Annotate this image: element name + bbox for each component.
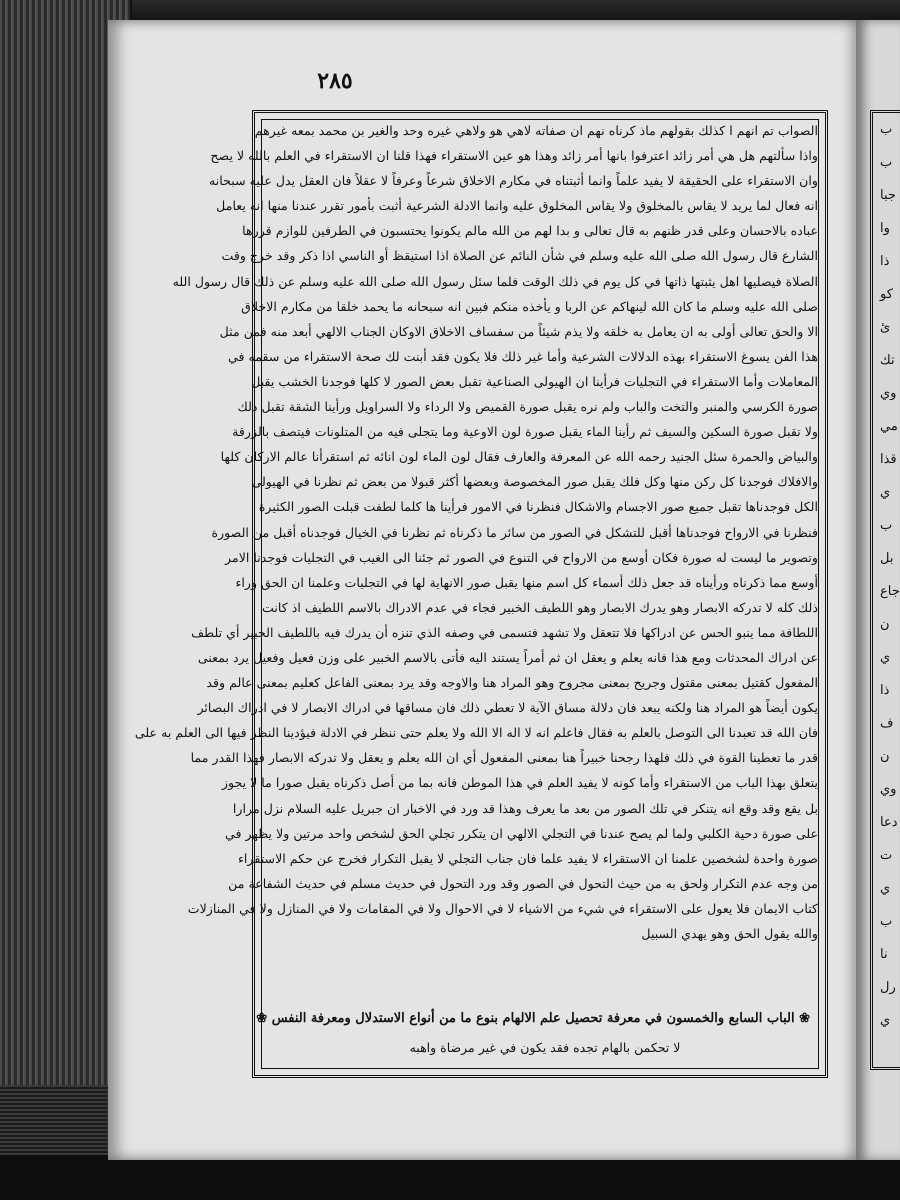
text-line: بل يقع وقد وقع انه يتنكر في تلك الصور من بعد ما يعرف وهذا قد ورد في الاخبار ان جبريل عليه السلام نزل مرارا (232, 800, 818, 816)
text-line: والبياض والحمرة سئل الجنيد رحمه الله عن المعرفة والعارف فقال لون الماء لون انائه ثم استقرأنا عالم الاركان كلها (220, 449, 818, 465)
text-line: عباده بالاحسان وعلى قدر ظنهم به قال تعالى و بدا لهم من الله مالم يكونوا يحتسبون في الطرفين للوازم قررها (242, 223, 818, 239)
facing-page-fragment: كو (880, 287, 893, 302)
facing-page-fragment: نا (880, 947, 888, 962)
text-line: على صورة دحية الكلبي ولما لم يصح عندنا في التجلي الالهي ان يتكرر تجلي الحق لشخص واحد مرتين ولا يظهر في (224, 825, 818, 841)
text-line: انه فعال لما يريد لا يقاس بالمخلوق ولا يقاس المخلوق عليه وانما الادلة الشرعية أثبت بأمور تقرر عندنا منها انه يعامل (216, 198, 818, 214)
facing-page-fragment: ي (880, 650, 891, 665)
facing-page-fragment: بل (880, 551, 894, 566)
facing-page-fragment: ن (880, 749, 890, 764)
text-line: الكل فوجدناها تقبل جميع صور الاجسام والاشكال فنظرنا في الامور فرأينا ها كلما لطفت قبلت الصور الكثيرة (258, 499, 818, 515)
text-line: من وجه عدم التكرار ولحق به من حيث التحول في الصور وقد ورد التحول في حديث مسلم في حديث الشفاعة من (228, 875, 818, 891)
facing-page-fragment: رل (880, 980, 896, 995)
body-text (134, 118, 818, 946)
facing-page-fragment: ي (880, 485, 891, 500)
text-line: ولا تقبل صورة السكين والسيف ثم رأينا الماء يقبل صورة لون الاوعية وما يتجلى فيه من المتلونات فيتصف بالزرقة (232, 424, 818, 440)
text-line: المفعول كقتيل بمعنى مقتول وجريح بمعنى مجروح وهو المراد هنا والاوجه وقد يرد بمعنى الفاعل كعليم بمعنى عالم وقد (206, 675, 818, 691)
text-line: هذا الفن يسوغ الاستقراء بهذه الدلالات الشرعية وأما غير ذلك فلا يكون فقد أبنت لك صحة الاستقراء من سقمه في (228, 348, 818, 364)
book-top-edge (20, 0, 900, 22)
text-line: الصلاة فيصليها اهل يثبتها ذاتها في كل يوم في ذلك الوقت فلما سئل رسول الله صلى الله عليه وسلم عن ذلك قال رسول الله (172, 273, 818, 289)
facing-page-fragment: جبا (880, 188, 896, 203)
facing-page-fragment: ن (880, 617, 890, 632)
facing-page-fragment: ف (880, 716, 894, 731)
facing-page-fragment: ي (880, 881, 891, 896)
facing-page-fragment: تك (880, 353, 895, 368)
facing-page-fragment: ب (880, 122, 893, 137)
text-line: صلى الله عليه وسلم ما كان الله لينهاكم عن الربا و يأخذه منكم فبين انه سبحانه ما يحمد خلقا من مكارم الاخلاق (241, 298, 818, 314)
text-line: الصواب تم انهم ا كذلك بقولهم ماذ كرناه نهم ان صفاته لاهي هو ولاهي غيره وحد والغير بن محمد بمعه غيرهم (254, 123, 818, 138)
facing-page-fragment: وي (880, 386, 897, 401)
text-line: المعاملات وأما الاستقراء في التجليات فرأينا ان الهيولى الصناعية تقبل بعض الصور لا كلها فوجدنا الخشب يقبل (251, 373, 818, 389)
text-line: يتعلق بهذا الباب من الاستقراء وأما كونه لا يفيد العلم في هذا الموطن فانه بما من أصل ذكرناه يقبل صورا ما لا يجوز (221, 775, 818, 791)
text-line: ذلك كله لا تدركه الابصار وهو يدرك الابصار وهو اللطيف الخبير فجاء في عدم الادراك بالاسم اللطيف اذ كانت (262, 599, 818, 615)
facing-page-fragment: قذا (880, 452, 897, 467)
facing-page-fragment: ب (880, 155, 893, 170)
chapter-heading-text: الباب السابع والخمسون في معرفة تحصيل علم الالهام بنوع ما من أنواع الاستدلال ومعرفة النفس (271, 1011, 795, 1026)
text-line: صورة الكرسي والمنبر والتخت والباب ولم نره يقبل صورة القميص ولا الرداء ولا السراويل ورأينا الشقة تقبل ذلك (237, 399, 818, 415)
text-line: وان الاستقراء على الحقيقة لا يفيد علماً وانما أثبتناه في مكارم الاخلاق شرعاً وعرفاً لا عقلاً فان العقل يدل عليه سبحانه (209, 173, 818, 189)
facing-page-fragment: وا (880, 221, 890, 236)
text-line: الا والحق تعالى أولى به ان يعامل به خلقه ولا يذم شيئاً من سفساف الاخلاق الاوكان الجناب الالهي أبعد منه فمن مثل (219, 323, 818, 339)
facing-page-fragment: ي (880, 1013, 891, 1028)
text-line: الشارع قال رسول الله صلى الله عليه وسلم في شأن النائم عن الصلاة اذا استيقظ أو الناسي اذا ذكر وقد خرج وقت (221, 248, 818, 264)
text-line: أوسع مما ذكرناه ورأيناه قد جعل ذلك أسماء كل اسم منها يقبل صور الانهاية لها في التجليات وعلمنا ان الحق وراء (235, 574, 818, 590)
text-line: والله يقول الحق وهو يهدي السبيل (641, 926, 818, 941)
facing-page-fragment: ب (880, 914, 893, 929)
facing-page-fragment: ذا (880, 683, 890, 698)
facing-page-fragment: وي (880, 782, 897, 797)
text-line: والافلاك فوجدنا كل ركن منها وكل فلك يقبل صور المخصوصة وبعضها أكثر قبولا من بعض ثم نظرنا في الهيولى (251, 474, 818, 490)
facing-page-fragment: ئ (880, 320, 891, 335)
heading-ornament-right: ❀ (794, 1011, 810, 1026)
verse-line: لا تحكمن بالهام تجده فقد يكون في غير مرضاة واهبه (409, 1040, 681, 1055)
text-line: صورة واحدة لشخصين علمنا ان الاستقراء لا يفيد علما فان جناب التجلي لا يقبل التكرار فخرج عن حكم الاستقراء (238, 850, 818, 866)
facing-page-fragment: دعا (880, 815, 898, 830)
heading-ornament-left: ❀ (256, 1011, 272, 1026)
text-line: واذا سألتهم هل هي أمر زائد اعترفوا بانها أمر زائد وهذا هو عين الاستقراء فهذا قلنا ان الاستقراء في العلم بالله لا يصح (210, 148, 818, 164)
facing-page-fragment: مي (880, 419, 898, 434)
text-line: فان الله قد تعبدنا الى التوصل بالعلم به فقال فاعلم انه لا اله الا الله ولا يعلم حتى ننظر في الادلة فيؤدينا النظر فيها الى العلم به على (134, 725, 818, 741)
facing-page-fragment: ت (880, 848, 893, 863)
text-line: عن ادراك المحدثات ومع هذا فانه يعلم و يعقل ان ثم أمراً يستند اليه فأتى بالاسم الخبير على وزن فعيل وفعيل يرد بمعنى (197, 649, 818, 665)
chapter-heading (256, 1011, 810, 1026)
facing-page-fragment: جاع (880, 584, 900, 599)
text-line: يكون أيضاً هو المراد هنا ولكنه يبعد فان دلالة مساق الآية لا تعطي ذلك فان مساقها في ادراك الابصار لا في ادراك البصائر (197, 700, 818, 716)
text-line: قدر ما تعطينا القوة في ذلك فلهذا رجحنا خبيراً هنا بمعنى المفعول أي ان الله يعلم و يعقل ولا تدركه الابصار فهذا القدر مما (190, 750, 818, 766)
text-line: اللطافة مما ينبو الحس عن ادراكها فلا تتعقل ولا تشهد فتسمى في وصفه الذي تنزه أن يدرك فيه باللطيف الخبير أي تلطف (191, 624, 818, 640)
facing-page-fragment: ب (880, 518, 893, 533)
text-line: فنظرنا في الارواح فوجدناها أقبل للتشكل في الصور من سائر ما ذكرناه ثم نظرنا في الخيال فوجدناه أقبل من الصورة (211, 524, 818, 540)
page-number: ٢٨٥ (317, 68, 353, 94)
text-line: وتصوير ما ليست له صورة فكان أوسع من الارواح في التنوع في الصور ثم جئنا الى الغيب في التجليات فوجدنا الامر (225, 549, 818, 565)
text-line: كتاب الايمان فلا يعول على الاستقراء في شيء من الاشياء لا في الاحوال ولا في المقامات ولا في المنازل ولا في المنازلات (187, 900, 818, 916)
facing-page-fragment: ذا (880, 254, 890, 269)
